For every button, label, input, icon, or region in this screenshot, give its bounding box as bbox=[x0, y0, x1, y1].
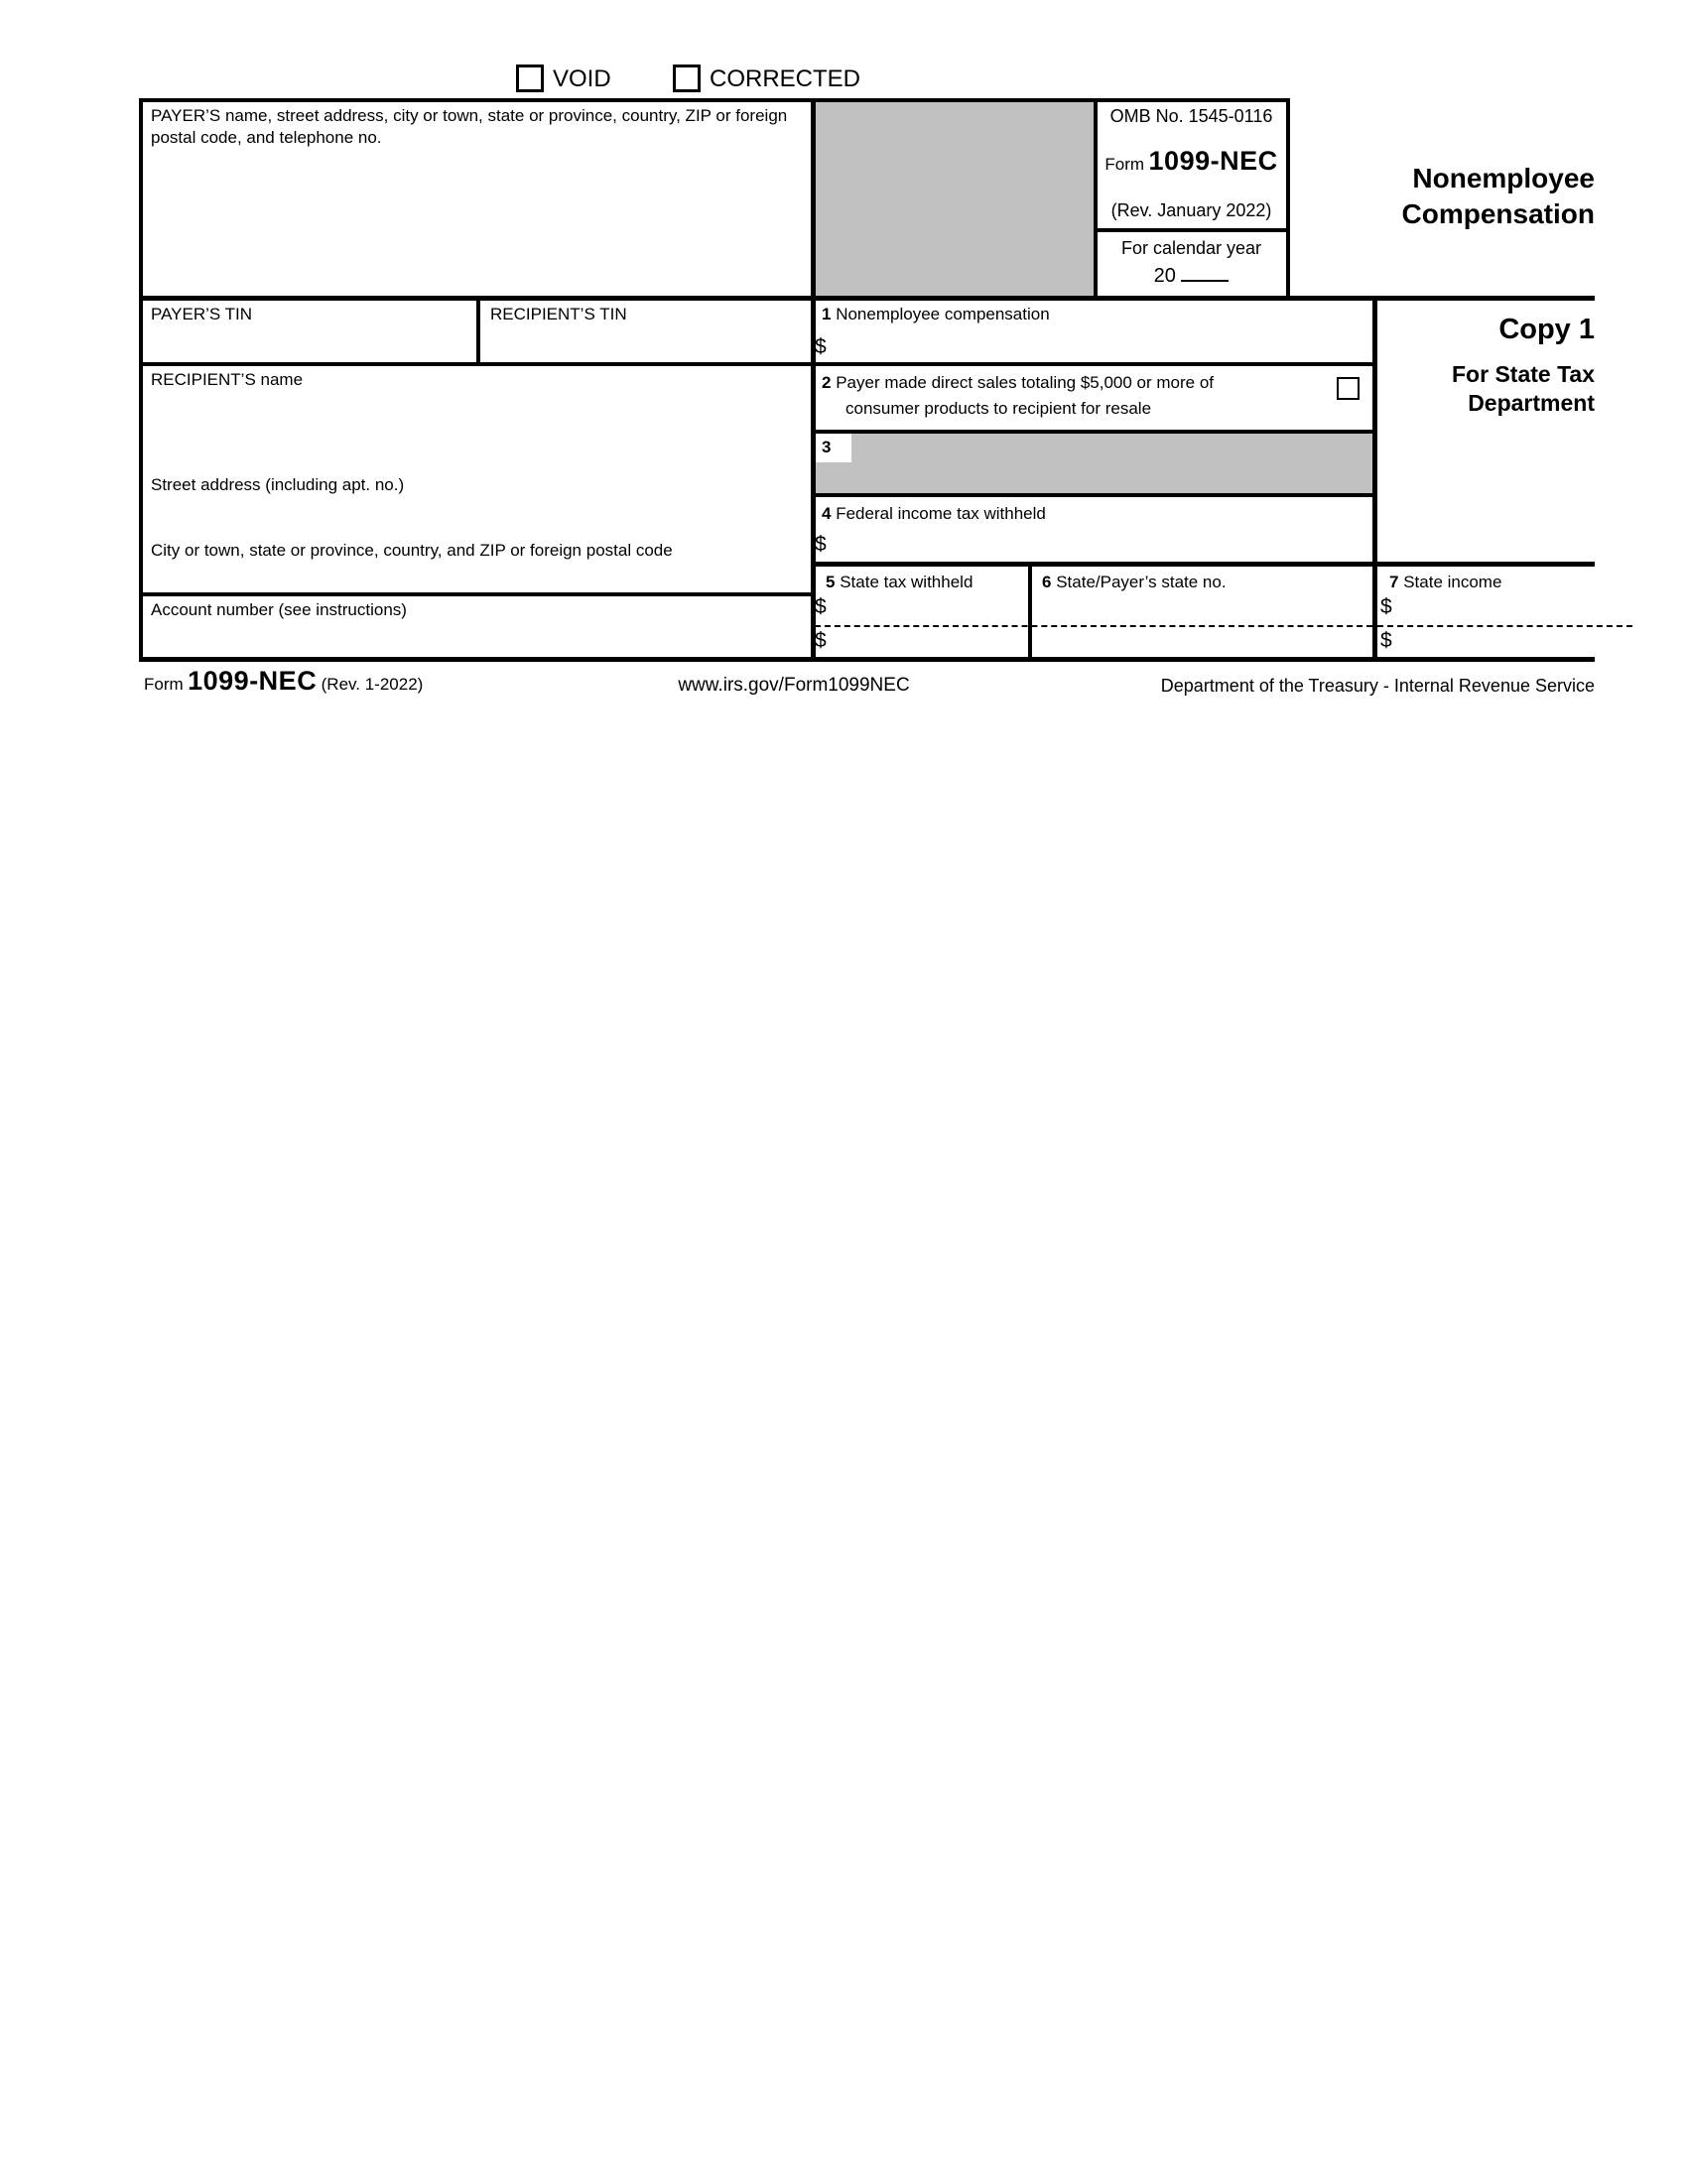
footer-form-word: Form bbox=[144, 675, 184, 694]
form-number: 1099-NEC bbox=[1148, 146, 1278, 176]
payer-tin-field[interactable] bbox=[151, 325, 468, 357]
recipient-tin-label: RECIPIENT’S TIN bbox=[490, 305, 627, 323]
row-line-box4-bottom bbox=[811, 562, 1595, 567]
city-state-zip-label: City or town, state or province, country, and ZIP or foreign postal code bbox=[151, 541, 673, 560]
box3-number-chip bbox=[813, 432, 851, 462]
border-line-top bbox=[139, 98, 1290, 102]
box5-number: 5 bbox=[826, 573, 836, 591]
box7-label: 7 State income bbox=[1389, 573, 1502, 591]
omb-revision: (Rev. January 2022) bbox=[1110, 200, 1272, 220]
payer-block-label: PAYER’S name, street address, city or town, state or province, country, ZIP or foreign postal code, and telephone no. bbox=[151, 106, 788, 148]
divider-center bbox=[811, 98, 816, 662]
box4-dollar-sign: $ bbox=[815, 533, 827, 556]
box1-number: 1 bbox=[822, 305, 832, 323]
box5-dollar-sign-2: $ bbox=[815, 629, 827, 652]
box1-amount-field[interactable] bbox=[839, 333, 1355, 359]
account-number-label: Account number (see instructions) bbox=[151, 600, 407, 619]
footer-agency: Department of the Treasury - Internal Revenue Service bbox=[1160, 676, 1595, 696]
omb-form-number bbox=[1096, 146, 1287, 177]
footer-form-number: 1099-NEC bbox=[188, 666, 318, 696]
box4-number: 4 bbox=[822, 504, 832, 523]
box6-state-no-field[interactable] bbox=[1040, 595, 1363, 653]
box2-label-line1: 2 Payer made direct sales totaling $5,000 or more of bbox=[822, 373, 1215, 392]
copy-label: Copy 1 bbox=[1498, 314, 1595, 345]
footer-form-id bbox=[144, 666, 423, 697]
recipient-name-label: RECIPIENT’S name bbox=[151, 370, 304, 389]
box7-dollar-sign-1: $ bbox=[1380, 595, 1392, 618]
recipient-name-field[interactable] bbox=[151, 393, 786, 462]
dashed-line-box5-6 bbox=[815, 625, 1372, 627]
copy-recipient-line1: For State Tax bbox=[1452, 361, 1595, 387]
omb-number: OMB No. 1545-0116 bbox=[1109, 106, 1273, 126]
divider-tin bbox=[476, 296, 480, 366]
omb-separator-line bbox=[1094, 228, 1290, 232]
calendar-year-field[interactable] bbox=[1181, 262, 1229, 282]
box7-number: 7 bbox=[1389, 573, 1399, 591]
border-line-right bbox=[1372, 296, 1377, 662]
copy-recipient bbox=[1389, 360, 1595, 418]
calendar-year-line bbox=[1096, 262, 1287, 288]
row-line-account-top bbox=[139, 592, 815, 596]
dashed-line-box7 bbox=[1377, 625, 1632, 627]
box5-dollar-sign-1: $ bbox=[815, 595, 827, 618]
corrected-checkbox[interactable] bbox=[673, 64, 701, 92]
calendar-year-prefix: 20 bbox=[1153, 265, 1176, 287]
box2-label-line2: consumer products to recipient for resale bbox=[845, 399, 1152, 418]
form-title-line1: Nonemployee bbox=[1412, 163, 1595, 193]
box3-number: 3 bbox=[822, 438, 832, 456]
box4-label: 4 Federal income tax withheld bbox=[822, 504, 1046, 523]
form-title-line2: Compensation bbox=[1401, 198, 1595, 230]
box1-label: 1 Nonemployee compensation bbox=[822, 305, 1050, 323]
recipient-tin-field[interactable] bbox=[490, 325, 803, 357]
shaded-area-top bbox=[813, 100, 1096, 298]
city-state-zip-field[interactable] bbox=[151, 562, 786, 587]
box3-shaded-area bbox=[813, 432, 1374, 495]
box5-amount-field-2[interactable] bbox=[839, 629, 1022, 653]
direct-sales-checkbox[interactable] bbox=[1337, 377, 1360, 400]
box4-amount-field[interactable] bbox=[839, 531, 1355, 557]
form-word: Form bbox=[1104, 155, 1145, 174]
account-number-field[interactable] bbox=[151, 623, 786, 653]
footer-url[interactable]: www.irs.gov/Form1099NEC bbox=[678, 675, 910, 696]
box7-amount-field-2[interactable] bbox=[1404, 629, 1603, 653]
footer-revision: (Rev. 1-2022) bbox=[321, 675, 424, 694]
calendar-year-label: For calendar year bbox=[1120, 238, 1262, 258]
box5-label: 5 State tax withheld bbox=[826, 573, 973, 591]
box6-number: 6 bbox=[1042, 573, 1052, 591]
void-label: VOID bbox=[553, 65, 611, 92]
corrected-label: CORRECTED bbox=[710, 65, 861, 92]
payer-info-field[interactable] bbox=[151, 149, 796, 288]
void-checkbox[interactable] bbox=[516, 64, 544, 92]
box7-amount-field-1[interactable] bbox=[1404, 595, 1603, 621]
row-line-tin-bottom bbox=[139, 362, 1376, 366]
box6-label: 6 State/Payer’s state no. bbox=[1042, 573, 1227, 591]
divider-box5-box6 bbox=[1028, 562, 1032, 662]
form-title bbox=[1290, 161, 1595, 233]
row-line-box2-bottom bbox=[811, 430, 1376, 434]
row-line-box3-bottom bbox=[811, 493, 1376, 497]
copy-recipient-line2: Department bbox=[1468, 389, 1595, 416]
street-address-label: Street address (including apt. no.) bbox=[151, 475, 405, 494]
payer-tin-label: PAYER’S TIN bbox=[151, 305, 253, 323]
box1-dollar-sign: $ bbox=[815, 335, 827, 358]
box2-number: 2 bbox=[822, 373, 832, 392]
box7-dollar-sign-2: $ bbox=[1380, 629, 1392, 652]
box5-amount-field-1[interactable] bbox=[839, 595, 1022, 621]
street-address-field[interactable] bbox=[151, 496, 786, 532]
border-line-left bbox=[139, 98, 143, 662]
